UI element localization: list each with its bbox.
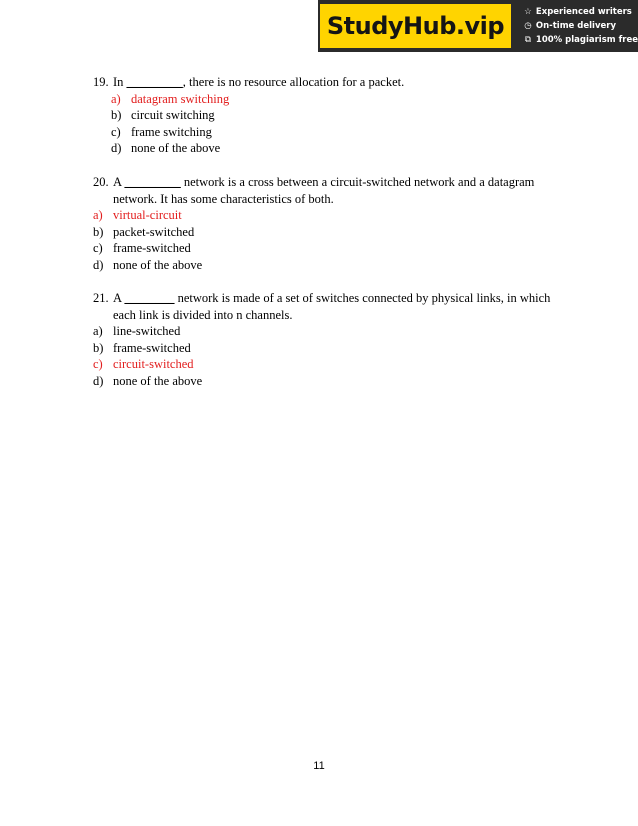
- option-letter: a): [111, 91, 121, 106]
- page-number: 11: [313, 760, 325, 772]
- stem-prefix: A: [113, 291, 125, 305]
- answer-blank: _________: [126, 75, 183, 89]
- question-number: 19.: [93, 75, 109, 89]
- option-letter: c): [111, 124, 121, 139]
- perk-on-time-delivery: [523, 20, 638, 32]
- perk-label: On-time delivery: [535, 21, 616, 31]
- option-b: [93, 340, 563, 357]
- answer-blank: ________: [124, 291, 175, 305]
- option-text: frame-switched: [113, 241, 191, 255]
- option-c: [93, 240, 563, 257]
- perk-plagiarism-free: [523, 34, 638, 46]
- option-text: line-switched: [113, 324, 181, 338]
- option-text: none of the above: [113, 257, 203, 272]
- question-text: [113, 74, 563, 91]
- stem-suffix: , there is no resource allocation for a packet.: [182, 75, 405, 89]
- option-letter: c): [93, 241, 103, 255]
- question-number: 20.: [93, 175, 109, 189]
- stem-prefix: A: [113, 175, 125, 189]
- option-text: virtual-circuit: [113, 208, 182, 222]
- option-letter: a): [93, 324, 103, 338]
- perks-list: [511, 0, 638, 52]
- option-letter: a): [93, 208, 103, 222]
- option-text: datagram switching: [131, 91, 230, 106]
- option-c: [93, 356, 563, 373]
- perk-experienced-writers: [523, 6, 638, 18]
- stem-suffix: network is made of a set of switches connected by physical links, in which each link is divided into n channels.: [113, 291, 551, 322]
- options-list: [93, 323, 563, 389]
- question-19: [93, 74, 563, 157]
- option-letter: d): [111, 141, 122, 155]
- option-b: [111, 107, 563, 124]
- logo-text: StudyHub.vip: [326, 12, 505, 40]
- answer-blank: _________: [124, 175, 181, 189]
- option-letter: b): [111, 108, 122, 122]
- question-stem: [93, 290, 563, 323]
- option-a: [93, 323, 563, 340]
- option-letter: d): [93, 257, 104, 272]
- option-a: [93, 207, 563, 224]
- option-text: none of the above: [113, 373, 203, 388]
- question-stem: [93, 74, 563, 91]
- options-list: [111, 91, 563, 157]
- option-d: [93, 257, 563, 274]
- option-letter: d): [93, 373, 104, 388]
- option-text: none of the above: [131, 141, 221, 155]
- studyhub-logo[interactable]: [320, 4, 511, 48]
- option-d: [93, 373, 563, 390]
- option-letter: b): [93, 224, 104, 239]
- option-text: circuit switching: [131, 108, 215, 122]
- option-text: packet-switched: [113, 224, 195, 239]
- question-stem: [93, 174, 563, 207]
- option-c: [111, 124, 563, 141]
- perk-label: 100% plagiarism free: [535, 35, 638, 45]
- option-b: [93, 224, 563, 241]
- option-text: frame switching: [131, 124, 212, 139]
- option-text: circuit-switched: [113, 357, 194, 371]
- perk-label: Experienced writers: [535, 7, 632, 17]
- option-a: [111, 91, 563, 108]
- options-list: [93, 207, 563, 273]
- question-text: [113, 174, 563, 207]
- copy-icon: ⧉: [524, 35, 531, 45]
- star-icon: ☆: [524, 7, 532, 17]
- option-text: frame-switched: [113, 340, 191, 355]
- question-text: [113, 290, 563, 323]
- option-d: [111, 140, 563, 157]
- question-21: [93, 290, 563, 389]
- question-20: [93, 174, 563, 273]
- stem-prefix: In: [113, 75, 127, 89]
- option-letter: b): [93, 340, 104, 355]
- clock-icon: ◷: [524, 21, 532, 31]
- studyhub-banner[interactable]: [318, 0, 638, 52]
- question-number: 21.: [93, 291, 109, 305]
- option-letter: c): [93, 357, 103, 371]
- stem-suffix: network is a cross between a circuit-switched network and a datagram network. It has some characteristics of both.: [113, 175, 535, 206]
